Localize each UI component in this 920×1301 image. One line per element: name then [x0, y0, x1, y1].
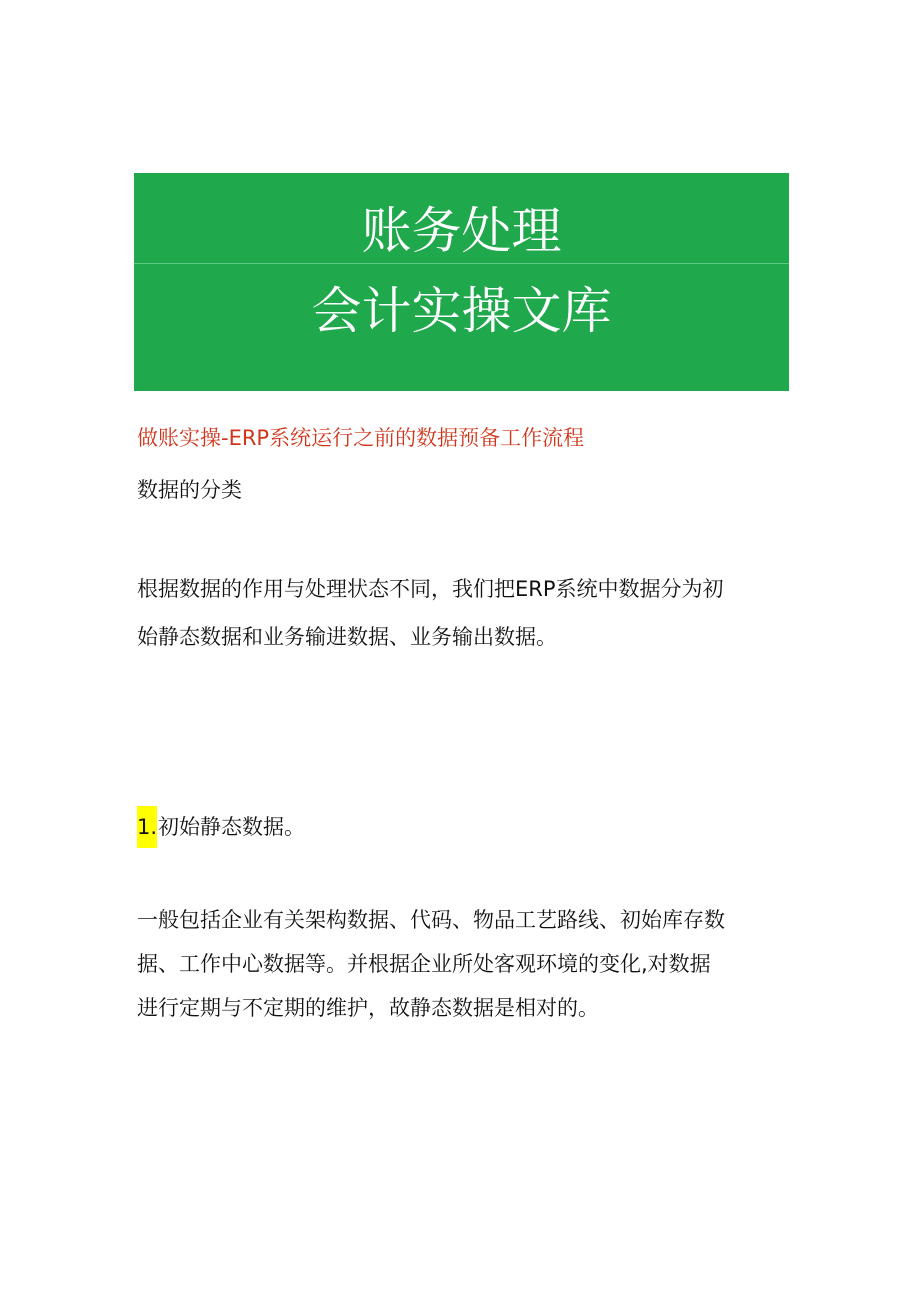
section-title: 数据的分类 — [137, 478, 242, 502]
banner-title-line1: 账务处理 — [361, 202, 562, 260]
document-subtitle: 做账实操-ERP系统运行之前的数据预备工作流程 — [137, 426, 585, 450]
paragraph-line: 根据数据的作用与处理状态不同，我们把ERP系统中数据分为初 — [137, 577, 724, 601]
banner-title-line2: 会计实操文库 — [311, 282, 612, 340]
item-title: 初始静态数据。 — [158, 815, 306, 839]
paragraph-line: 始静态数据和业务输进数据、业务输出数据。 — [137, 625, 557, 649]
paragraph-line: 据、工作中心数据等。并根据企业所处客观环境的变化,对数据 — [137, 952, 711, 976]
title-banner — [134, 173, 789, 391]
paragraph-classification — [137, 565, 724, 661]
paragraph-line: 进行定期与不定期的维护，故静态数据是相对的。 — [137, 996, 599, 1020]
paragraph-static-data — [137, 898, 725, 1030]
highlighted-number: 1. — [137, 806, 157, 848]
banner-divider — [134, 263, 789, 264]
paragraph-line: 一般包括企业有关架构数据、代码、物品工艺路线、初始库存数 — [137, 908, 725, 932]
item-heading — [137, 806, 305, 848]
